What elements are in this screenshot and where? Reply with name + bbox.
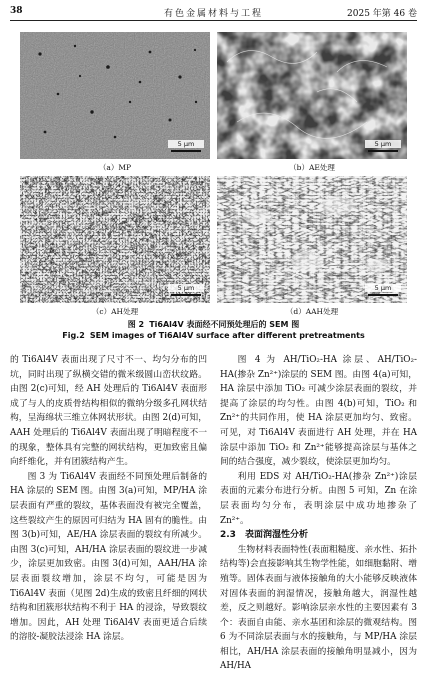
- scale-bar: 5 μm: [168, 285, 204, 297]
- sem-panel-ae: [217, 32, 407, 159]
- section-heading: 2.3 表面润湿性分析: [220, 530, 308, 541]
- panel-caption-a: （a）MP: [98, 163, 132, 172]
- figure-caption-cn: 图 2 Ti6Al4V 表面经不同预处理后的 SEM 图: [127, 320, 300, 329]
- panel-caption-b: （b）AE处理: [289, 163, 335, 172]
- right-text-column: [220, 353, 417, 674]
- sem-panel-mp: [20, 32, 210, 159]
- volume-info: 2025 年第 46 卷: [347, 9, 417, 19]
- header-rule: [10, 20, 417, 21]
- scale-bar: 5 μm: [365, 141, 401, 153]
- paragraph: 利用 EDS 对 AH/TiO₂-HA(掺杂 Zn²⁺)涂层表面的元素分布进行分析。由图 5 可知，Zn 在涂层表面均匀分布，表明涂层中成功地掺杂了 Zn²⁺。: [220, 471, 417, 526]
- panel-caption-d: （d）AAH处理: [285, 307, 339, 316]
- sem-panel-aah: [217, 176, 407, 303]
- figure-caption-en: Fig.2 SEM images of Ti6Al4V surface after different pretreatments: [62, 331, 365, 340]
- paragraph: 图 3 为 Ti6Al4V 表面经不同预处理后制备的 HA 涂层的 SEM 图。由图 3(a)可知，MP/HA 涂层表面有严重的裂纹，基体表面没有被完全覆盖，这些裂纹产生的原因可归结为 HA 固有的脆性。由图 3(b)可知，AE/HA 涂层表面的裂纹有所减少。由图 3(c)可知，AH/HA 涂层表面的裂纹进一步减少，涂层更加致密。由图 3(d)可知，AAH/HA 涂层表面裂纹增加，涂层不均匀，可能是因为 Ti6Al4V 表面（见图 2d)生成的致密且纤细的网状结构和团簇形状结构不利于 HA 的浸涂，导致裂纹增加。因此，AH 处理 Ti6Al4V 表面更适合后续的溶胶-凝胶法浸涂 HA 涂层。: [10, 471, 207, 643]
- sem-panel-ah: [20, 176, 210, 303]
- paragraph: 图 4 为 AH/TiO₂-HA 涂层、AH/TiO₂-HA(掺杂 Zn²⁺)涂层的 SEM 图。由图 4(a)可知，HA 涂层中添加 TiO₂ 可减少涂层表面的裂纹，并提高了涂层的均匀性。由图 4(b)可知，TiO₂ 和 Zn²⁺的共同作用，使 HA 涂层更加均匀、致密。可见，对 Ti6Al4V 表面进行 AH 处理，并在 HA 涂层中添加 TiO₂ 和 Zn²⁺能够提高涂层与基体之间的结合强度，减少裂纹，使涂层更加均匀。: [220, 355, 417, 468]
- panel-caption-c: （c）AH处理: [91, 307, 139, 316]
- paragraph: 的 Ti6Al4V 表面出现了尺寸不一、均匀分布的凹坑，同时出现了纵横交错的微米级圆山峦状纹路。由图 2(c)可知，经 AH 处理后的 Ti6Al4V 表面形成了与人的皮质骨结构相似的微纳分级多孔网状结构，呈海绵状三维立体网状形状。由图 2(d)可知，AAH 处理后的 Ti6Al4V 表面出现了明暗程度不一的现象，整体具有完整的网状结构，更加致密且偏向纤维化，并有团簇结构产生。: [10, 355, 207, 468]
- paragraph: 生物材料表面特性(表面粗糙度、亲水性、拓扑结构等)会直接影响其生物学性能，如细胞黏附、增殖等。固体表面与液体接触角的大小能够反映液体对固体表面的润湿情况，接触角越大，润湿性越差，反之则越好。影响涂层亲水性的主要因素有 3 个：表面自由能、亲水基团和涂层的微观结构。图 6 为不同涂层表面与水的接触角，与 MP/HA 涂层相比，AH/HA 涂层表面的接触角明显减小，因为 AH/HA: [220, 544, 417, 672]
- scale-bar: 5 μm: [365, 285, 401, 297]
- running-header: [10, 6, 417, 20]
- page-number: 38: [10, 6, 23, 16]
- journal-title: 有色金属材料与工程: [163, 9, 263, 19]
- left-text-column: [10, 353, 207, 645]
- scale-bar: 5 μm: [168, 141, 204, 153]
